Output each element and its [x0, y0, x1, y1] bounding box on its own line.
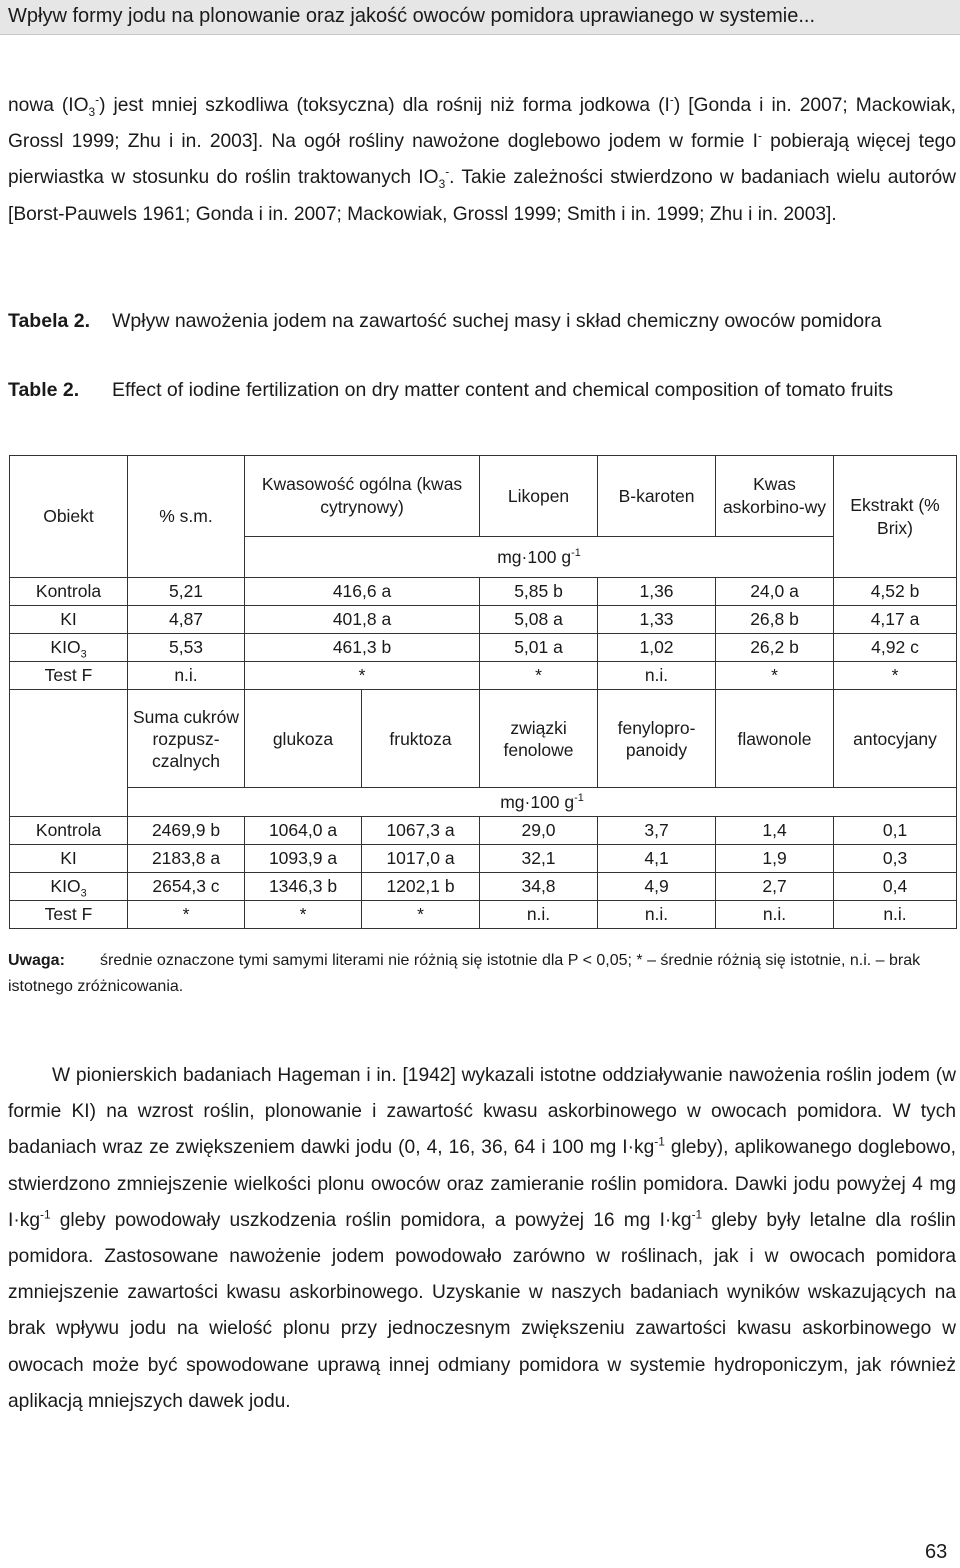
table-cell: * [716, 662, 834, 690]
unit-text: mg·100 g [497, 546, 572, 567]
paragraph-intro [8, 88, 956, 233]
table-cell: 34,8 [480, 873, 598, 901]
row-label [10, 578, 128, 606]
caption-label: Tabela 2. [8, 310, 91, 332]
text-run: W pionierskich badaniach Hageman i in. [1942] wykazali istotne oddziaływanie nawożenia roślin jodem (w formie KI) na wzrost roślin, plonowanie i zawartość kwasu askorbinowego w owocach pomidora. W tych badaniach wraz ze zwiększeniem dawki jodu (0, 4, 16, 36, 64 i 100 mg I·kg [8, 1065, 956, 1159]
page-number: 63 [925, 1541, 948, 1563]
running-title: Wpływ formy jodu na plonowanie oraz jakość owoców pomidora uprawianego w systemie... [8, 5, 816, 27]
table-cell: n.i. [480, 901, 598, 929]
text-run: gleby były letalne dla roślin pomidora. Zastosowane nawożenie jodem powodowało zarówno w roślinach, jak i w owocach pomidora zmniejszenie zawartości kwasu askorbinowego. Uzyskanie w naszych badaniach wyników wskazujących na brak wpływu jodu na wielość plonu przy jednoczesnym zwiększeniu zawartości kwasu askorbinowego w owocach może być spowodowane uprawą innej odmiany pomidora w systemie hydroponiczym, jak również aplikacją mniejszych dawek jodu. [8, 1209, 956, 1412]
text-run: . Takie zależności stwierdzono w badaniach wielu autorów [Borst-Pauwels 1961; Gonda i in. 2007; Mackowiak, Grossl 1999; Smith i in. 1999; Zhu i in. 2003]. [8, 167, 956, 225]
note-text: średnie oznaczone tymi samymi literami nie różnią się istotnie dla P < 0,05; * – średnie różnią się istotnie, n.i. – brak istotnego zróżnicowania. [8, 952, 921, 995]
label-text: KIO [50, 637, 81, 657]
header-cell: antocyjany [834, 690, 957, 788]
table-cell: 5,08 a [480, 606, 598, 634]
unit-cell [128, 788, 957, 817]
unit-cell [245, 537, 834, 578]
row-label [10, 873, 128, 901]
table-cell: 1346,3 b [245, 873, 362, 901]
table-cell: 26,2 b [716, 634, 834, 662]
paragraph-discussion [8, 1058, 956, 1420]
superscript: -1 [40, 1207, 51, 1222]
header-cell: % s.m. [128, 456, 245, 578]
superscript: - [669, 92, 674, 107]
header-cell: Ekstrakt (% Brix) [834, 456, 957, 578]
unit-exponent: -1 [571, 546, 581, 559]
table-cell: * [834, 662, 957, 690]
table-cell: 5,01 a [480, 634, 598, 662]
text-run: gleby powodowały uszkodzenia roślin pomidora, a powyżej 16 mg I·kg [50, 1209, 692, 1231]
header-cell: Obiekt [10, 456, 128, 578]
header-cell: fruktoza [362, 690, 480, 788]
table-cell: 5,85 b [480, 578, 598, 606]
table-cell: 2183,8 a [128, 845, 245, 873]
table-cell: 3,7 [598, 817, 716, 845]
table-cell: 2,7 [716, 873, 834, 901]
table-cell: 4,17 a [834, 606, 957, 634]
text-run: gleby), aplikowanego doglebowo, stwierdzono zmniejszenie wielkości plonu owoców oraz zamieranie roślin pomidora. Dawki jodu powyżej 4 mg I·kg [8, 1137, 956, 1231]
text-run: ) [Gonda i in. 2007; Mackowiak, Grossl 1999; Zhu i in. 2003]. Na ogół rośliny nawożone doglebowo jodem w formie I [8, 95, 957, 153]
header-cell-empty [10, 690, 128, 817]
text-run: pobierają więcej tego pierwiastka w stosunku do roślin traktowanych IO [8, 131, 956, 189]
table-cell: 2469,9 b [128, 817, 245, 845]
table-cell: 2654,3 c [128, 873, 245, 901]
row-label [10, 845, 128, 873]
header-row [10, 690, 957, 788]
table-cell: n.i. [128, 662, 245, 690]
table-cell: 0,3 [834, 845, 957, 873]
header-cell: Suma cukrów rozpusz-czalnych [128, 690, 245, 788]
subscript: 3 [438, 177, 446, 192]
table-cell: 4,92 c [834, 634, 957, 662]
table-cell: 4,52 b [834, 578, 957, 606]
table-cell: 461,3 b [245, 634, 480, 662]
table-cell: n.i. [834, 901, 957, 929]
header-cell: związki fenolowe [480, 690, 598, 788]
label-text: KI [60, 609, 77, 629]
row-label [10, 817, 128, 845]
table-cell: * [128, 901, 245, 929]
table-row [10, 901, 957, 929]
table-cell: 416,6 a [245, 578, 480, 606]
table-note [8, 948, 956, 1000]
table-cell: 24,0 a [716, 578, 834, 606]
row-label [10, 606, 128, 634]
results-table [9, 455, 957, 929]
table-cell: 5,53 [128, 634, 245, 662]
header-cell: B-karoten [598, 456, 716, 537]
table-cell: 1,9 [716, 845, 834, 873]
note-label: Uwaga: [8, 952, 65, 969]
header-cell: Likopen [480, 456, 598, 537]
table-row [10, 817, 957, 845]
text-run: ) jest mniej szkodliwa (toksyczna) dla rośnij niż forma jodkowa (I [99, 95, 670, 116]
table-cell: 26,8 b [716, 606, 834, 634]
subscript: 3 [80, 887, 87, 900]
caption-text: Wpływ nawożenia jodem na zawartość suchej masy i skład chemiczny owoców pomidora [112, 310, 882, 332]
caption-label: Table 2. [8, 379, 80, 401]
table-cell: 29,0 [480, 817, 598, 845]
header-cell: glukoza [245, 690, 362, 788]
superscript: - [757, 128, 762, 143]
table-cell: * [362, 901, 480, 929]
label-text: Test F [44, 665, 93, 685]
header-cell: fenylopro-panoidy [598, 690, 716, 788]
table-cell: * [480, 662, 598, 690]
header-cell: flawonole [716, 690, 834, 788]
table-cell: 0,4 [834, 873, 957, 901]
table-cell: 1,36 [598, 578, 716, 606]
table-row [10, 845, 957, 873]
table-cell: 1,02 [598, 634, 716, 662]
table-cell: 0,1 [834, 817, 957, 845]
row-label [10, 662, 128, 690]
superscript: - [95, 92, 100, 107]
table-cell: 32,1 [480, 845, 598, 873]
table-cell: 1093,9 a [245, 845, 362, 873]
unit-row [10, 788, 957, 817]
row-label [10, 634, 128, 662]
table-cell: 1064,0 a [245, 817, 362, 845]
table-cell: 1067,3 a [362, 817, 480, 845]
table-row [10, 873, 957, 901]
table-cell: 1017,0 a [362, 845, 480, 873]
table-cell: * [245, 662, 480, 690]
document-header [0, 0, 960, 35]
superscript: - [445, 165, 450, 180]
header-cell: Kwasowość ogólna (kwas cytrynowy) [245, 456, 480, 537]
table-cell: 1,33 [598, 606, 716, 634]
unit-text: mg·100 g [500, 791, 575, 812]
table-row [10, 662, 957, 690]
label-text: KIO [50, 876, 81, 896]
table-cell: n.i. [598, 901, 716, 929]
subscript: 3 [88, 104, 96, 119]
superscript: -1 [654, 1135, 665, 1150]
label-text: KI [60, 848, 77, 868]
table-cell: 5,21 [128, 578, 245, 606]
header-row [10, 456, 957, 537]
label-text: Kontrola [35, 820, 102, 840]
table-cell: 4,9 [598, 873, 716, 901]
superscript: -1 [691, 1207, 703, 1222]
table-cell: n.i. [716, 901, 834, 929]
table-cell: 1202,1 b [362, 873, 480, 901]
text-run: nowa (IO [8, 95, 89, 116]
table-cell: * [245, 901, 362, 929]
unit-exponent: -1 [574, 791, 584, 804]
table-cell: n.i. [598, 662, 716, 690]
header-cell: Kwas askorbino-wy [716, 456, 834, 537]
table-row [10, 634, 957, 662]
subscript: 3 [80, 648, 87, 661]
caption-text: Effect of iodine fertilization on dry matter content and chemical composition of tomato fruits [112, 379, 894, 401]
table-row [10, 578, 957, 606]
table-cell: 401,8 a [245, 606, 480, 634]
label-text: Kontrola [35, 581, 102, 601]
table-cell: 1,4 [716, 817, 834, 845]
row-label [10, 901, 128, 929]
table-row [10, 606, 957, 634]
table-cell: 4,87 [128, 606, 245, 634]
table-cell: 4,1 [598, 845, 716, 873]
label-text: Test F [44, 904, 93, 924]
